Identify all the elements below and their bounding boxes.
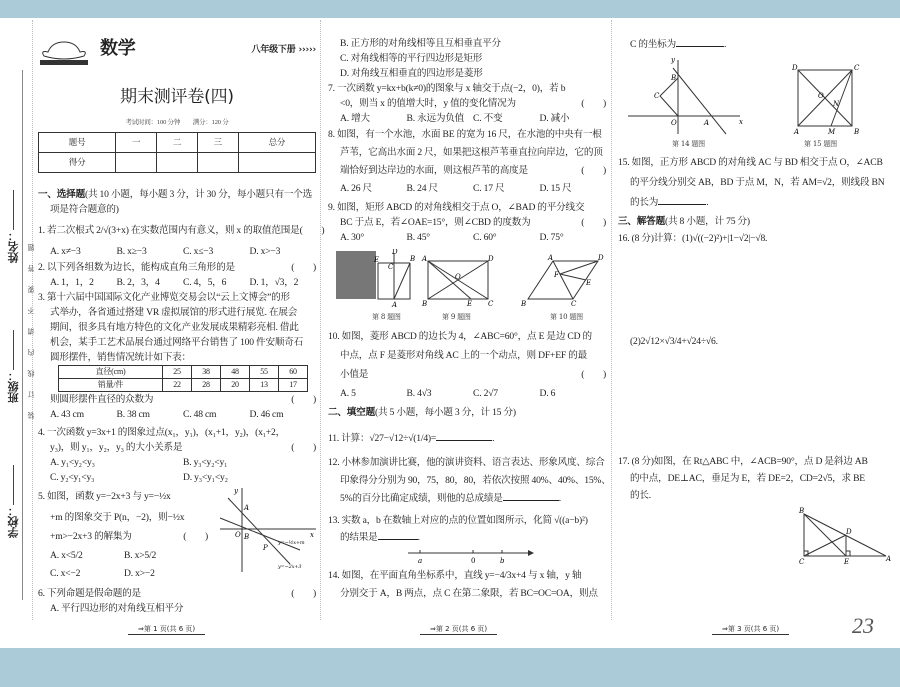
svg-text:A: A [548, 254, 553, 262]
q4: 4. 一次函数 y=3x+1 的图象过点(x₁，y₁)，(x₁+1，y₂)，(x₁+2， y₃)，则 y₁，y₂，y₃ 的大小关系是 ( ) A. y₁<y₂<y₃ B. y₃<y₂<y₁ C. y₂<y₁<y₃ D. y₃<y₁<y₂ [38, 427, 316, 483]
svg-text:N: N [833, 100, 839, 108]
q16-part2: (2)2√12×√3/4+√24÷√6. [630, 336, 718, 347]
footer-page-2: ⇒第 2 页(共 6 页) [420, 624, 497, 635]
svg-text:D: D [846, 528, 852, 536]
q6-options-cont [328, 36, 606, 81]
svg-text:第 14 题图: 第 14 题图 [672, 140, 705, 148]
svg-text:C: C [388, 263, 394, 271]
q6-option-c: C. 对角线相等的平行四边形是矩形 [340, 53, 483, 64]
figures-8-9-10 [328, 249, 606, 323]
svg-text:A: A [392, 301, 397, 309]
binding-line [22, 70, 23, 600]
q14-end: C 的坐标为 . [630, 39, 727, 50]
svg-text:D: D [488, 255, 494, 263]
subject-title: 数学 [100, 38, 136, 59]
q13: 13. 实数 a，b 在数轴上对应的点的位置如图所示，化简 √((a−b)²) 的结果是 . [328, 515, 588, 543]
reed-photo [336, 251, 376, 299]
svg-text:B: B [521, 300, 526, 308]
page-number: 23 [852, 613, 874, 638]
svg-text:B: B [244, 533, 249, 541]
svg-text:y: y [234, 487, 238, 495]
svg-text:C: C [571, 300, 577, 308]
q1: 1. 若二次根式 2/√(3+x) 在实数范围内有意义，则 x 的取值范围是( ) A. x≠−3 B. x≥−3 C. x≤−3 D. x>−3 [38, 220, 316, 262]
svg-text:B: B [854, 128, 859, 136]
section-1-heading: 一、选择题(共 10 小题，每小题 3 分，计 30 分，每小题只有一个选项是符合题意的) [38, 189, 313, 215]
svg-text:B: B [799, 507, 804, 515]
svg-text:D: D [598, 254, 604, 262]
q3: 3. 第十六届中国国际文化产业博览交易会以“云上文博会”的形 式举办，各省通过搭建 VR 虚拟展馆的形式进行展览. 在展会 期间，很多具有地方特色的文化产业发展成果精彩亮相. 借此 机会，某手工艺术品展台通过网络平台销售了 100 件安顺奇石 圆形摆件，销售情况统计如下表： 直径(cm) 25 38 48 55 60 销量/件 22 28 20 13 17 则圆形摆件直径的众数为 ( ) A. 43 cm B. 38 cm C. 48 cm D. 46 cm [38, 292, 316, 420]
svg-text:a: a [418, 557, 422, 565]
q8: 8. 如图，有一个水池，水面 BE 的宽为 16 尺，在水池的中央有一根 芦苇，它高出水面 2 尺，如果把这根芦苇垂直拉向岸边，它的顶 端恰好到达岸边的水面，则这根芦苇的高度是 ( ) A. 26 尺 B. 24 尺 C. 17 尺 D. 15 尺 [328, 129, 606, 194]
svg-text:E: E [467, 300, 472, 308]
column-divider [611, 20, 612, 620]
q17: 17. (8 分)如图，在 Rt△ABC 中，∠ACB=90°，点 D 是斜边 AB 的中点，DE⊥AC，垂足为 E，若 DE=2，CD=2√5，求 BE 的长. [618, 456, 868, 501]
sales-table: 直径(cm) 25 38 48 55 60 销量/件 22 28 20 13 17 [58, 365, 308, 392]
svg-text:O: O [671, 119, 677, 127]
column-3 [618, 0, 894, 687]
svg-text:A: A [886, 555, 891, 563]
q6-option-d: D. 对角线互相垂直的四边形是菱形 [340, 68, 483, 79]
answer-blank[interactable] [658, 195, 706, 205]
svg-text:y: y [671, 56, 675, 64]
svg-text:0: 0 [471, 557, 476, 565]
q12: 12. 小林参加演讲比赛，他的演讲资料、语言表达、形象风度、综合 印象得分分别为 90，75，80，80，若依次按照 40%、40%、15%、 5%的百分比确定成绩，则他的总成绩是 . [328, 457, 611, 504]
svg-text:P: P [263, 544, 268, 552]
svg-text:y=−½x+m: y=−½x+m [278, 540, 305, 546]
q16-part1: 16. (8 分)计算：(1)√((−2)²)+|1−√2|−√8. [618, 233, 768, 244]
svg-text:第 9 题图: 第 9 题图 [442, 313, 471, 321]
svg-text:M: M [828, 128, 835, 136]
answer-blank[interactable] [436, 431, 492, 441]
svg-text:O: O [455, 273, 461, 281]
svg-text:B: B [422, 300, 427, 308]
q1-options: A. x≠−3 B. x≥−3 C. x≤−3 D. x>−3 [50, 246, 281, 257]
q15: 15. 如图，正方形 ABCD 的对角线 AC 与 BD 相交于点 O，∠ACB 的平分线分别交 AB，BD 于点 M，N，若 AM=√2，则线段 BN 的长为 . [618, 157, 885, 208]
svg-text:B: B [410, 255, 415, 263]
svg-text:C: C [799, 558, 805, 566]
svg-text:C: C [654, 92, 660, 100]
answer-blank[interactable] [503, 491, 559, 501]
q7: 7. 一次函数 y=kx+b(k≠0)的图象与 x 轴交于点(−2，0)，若 b <0，则当 x 的值增大时，y 值的变化情况为 ( ) A. 增大 B. 永远为负值 C. 不变 D. 减小 [328, 83, 606, 124]
q5: 5. 如图，函数 y=−2x+3 与 y=−½x +m 的图象交于 P(n，−2)，则−½x +m>−2x+3 的解集为 ( ) A. x<5/2 B. x>5/2 C. x<−2 D. x>−2 y x A O B P y=−½x+m y=−2x+3 [38, 486, 316, 582]
svg-text:D: D [792, 64, 798, 72]
svg-text:A: A [422, 255, 427, 263]
svg-text:B: B [671, 74, 676, 82]
footer-page-1: ⇒第 1 页(共 6 页) [128, 624, 205, 635]
page-header [38, 36, 316, 70]
school-label: 学校： [6, 465, 22, 538]
column-2 [328, 0, 611, 687]
binding-notice: 装订线内请不要答题 [27, 230, 35, 419]
q2-options: A. 1，1，2 B. 2，3，4 C. 4，5，6 D. 1，√3，2 [50, 277, 299, 288]
svg-text:E: E [586, 279, 591, 287]
section-2-heading: 二、填空题(共 5 小题，每小题 3 分，计 15 分) [328, 407, 516, 418]
svg-text:b: b [500, 557, 505, 565]
exam-meta: 考试时间：100 分钟 满分：120 分 [125, 119, 229, 126]
svg-text:第 8 题图: 第 8 题图 [372, 313, 401, 321]
svg-text:x: x [310, 531, 314, 539]
svg-text:C: C [854, 64, 860, 72]
q6-option-a: A. 平行四边形的对角线互相平分 [50, 603, 184, 614]
column-1 [38, 0, 325, 687]
logo-icon [38, 38, 90, 66]
q10: 10. 如图，菱形 ABCD 的边长为 4，∠ABC=60°，点 E 是边 CD 的 中点，点 F 是菱形对角线 AC 上的一个动点，则 DF+EF 的最 小值是 ( ) A. 5 B. 4√3 C. 2√7 D. 6 [328, 331, 606, 399]
q2: 2. 以下列各组数为边长，能构成直角三角形的是 ( ) A. 1，1，2 B. 2，3，4 C. 4，5，6 D. 1，√3，2 [38, 262, 316, 288]
svg-text:第 15 题图: 第 15 题图 [804, 140, 837, 148]
svg-text:C: C [488, 300, 494, 308]
q17-figure [618, 506, 894, 566]
figures-14-15 [618, 56, 894, 150]
q14: 14. 如图，在平面直角坐标系中，直线 y=−4/3x+4 与 x 轴，y 轴 分别交于 A，B 两点，点 C 在第二象限，若 BC=OC=OA，则点 [328, 570, 598, 599]
class-label: 班级： [6, 330, 22, 403]
score-table: 题号 一 二 三 总分 得分 [38, 132, 316, 173]
svg-text:O: O [818, 92, 824, 100]
svg-text:D: D [392, 249, 398, 256]
q11: 11. 计算：√27−√12÷√(1/4)= . [328, 433, 495, 444]
name-label: 姓名： [6, 190, 22, 263]
svg-text:y=−2x+3: y=−2x+3 [278, 564, 302, 570]
q6-option-b: B. 正方形的对角线相等且互相垂直平分 [340, 38, 501, 49]
svg-text:A: A [244, 504, 249, 512]
svg-text:A: A [704, 119, 709, 127]
answer-blank[interactable] [676, 37, 724, 47]
grade-label: 八年级下册 ››››› [251, 45, 316, 55]
section-3-heading: 三、解答题(共 8 小题，计 75 分) [618, 216, 750, 227]
svg-text:x: x [739, 118, 743, 126]
svg-text:O: O [235, 531, 241, 539]
number-line [328, 547, 606, 567]
svg-text:第 10 题图: 第 10 题图 [550, 313, 583, 321]
svg-text:E: E [374, 256, 379, 264]
answer-blank[interactable] [378, 530, 418, 540]
q6: 6. 下列命题是假命题的是 ( ) A. 平行四边形的对角线互相平分 [38, 588, 316, 614]
column-divider [320, 20, 321, 620]
svg-text:A: A [794, 128, 799, 136]
q5-figure [218, 484, 318, 576]
svg-text:E: E [844, 558, 849, 566]
footer-page-3: ⇒第 3 页(共 6 页) [712, 624, 789, 635]
exam-title: 期末测评卷(四) [120, 87, 234, 107]
svg-text:F: F [554, 271, 559, 279]
q9: 9. 如图，矩形 ABCD 的对角线相交于点 O，∠BAD 的平分线交 BC 于点 E，若∠OAE=15°，则∠CBD 的度数为 ( ) A. 30° B. 45° C. 60° D. 75° [328, 202, 606, 243]
